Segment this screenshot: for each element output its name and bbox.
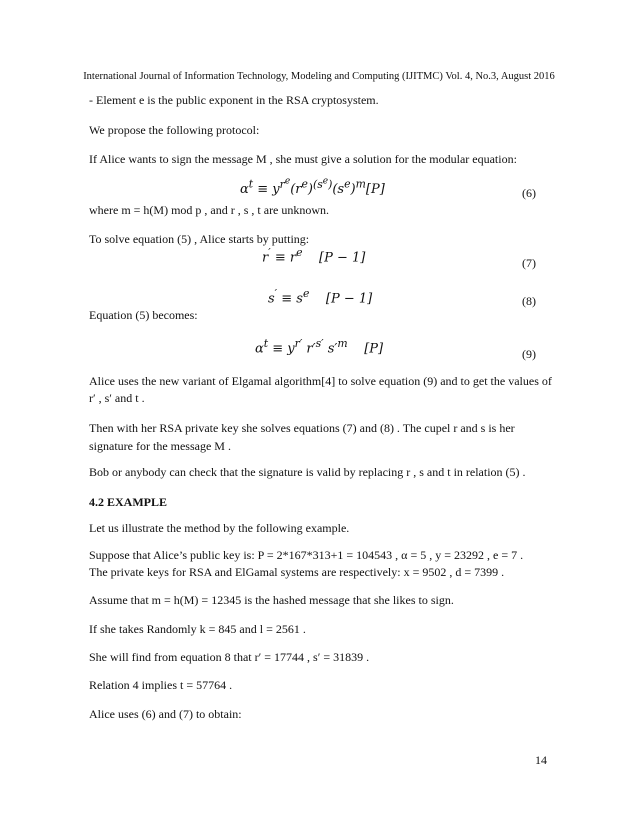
paragraph-elgamal-variant-cont: r′ , s′ and t .	[89, 391, 145, 405]
paragraph-element-e: - Element e is the public exponent in the RSA cryptosystem.	[89, 93, 379, 107]
paragraph-elgamal-variant: Alice uses the new variant of Elgamal algorithm[4] to solve equation (9) and to get the values of	[89, 374, 552, 388]
paragraph-alice-obtain: Alice uses (6) and (7) to obtain:	[89, 707, 242, 721]
paragraph-rsa-private-key-cont: signature for the message M .	[89, 439, 231, 453]
paragraph-illustrate: Let us illustrate the method by the following example.	[89, 521, 350, 535]
paragraph-rsa-private-key: Then with her RSA private key she solves equations (7) and (8) . The cupel r and s is her	[89, 421, 515, 435]
equation-7: $r' \equiv r^e$ [P − 1]	[262, 246, 366, 266]
paragraph-sign-message: If Alice wants to sign the message M , she must give a solution for the modular equation:	[89, 152, 517, 166]
equation-9-number: (9)	[522, 347, 536, 361]
equation-6-number: (6)	[522, 186, 536, 200]
paragraph-random-k-l: If she takes Randomly k = 845 and l = 2561 .	[89, 622, 306, 636]
equation-6: $\alpha^t \equiv y^{r^e}(r^e)^{(s^e)}(s^e)^m[P]$	[240, 176, 385, 197]
paragraph-private-keys: The private keys for RSA and ElGamal systems are respectively: x = 9502 , d = 7399 .	[89, 565, 505, 579]
paragraph-find-r-s: She will find from equation 8 that r′ = 17744 , s′ = 31839 .	[89, 650, 370, 664]
paragraph-protocol-intro: We propose the following protocol:	[89, 123, 260, 137]
paragraph-solve-equation: To solve equation (5) , Alice starts by putting:	[89, 232, 310, 246]
equation-7-number: (7)	[522, 256, 536, 270]
paragraph-public-key: Suppose that Alice’s public key is: P = 2*167*313+1 = 104543 , α = 5 , y = 23292 , e = 7 .	[89, 548, 524, 562]
paragraph-hashed-message: Assume that m = h(M) = 12345 is the hashed message that she likes to sign.	[89, 593, 454, 607]
equation-9: $\alpha^t \equiv y^{r'}$ $r'^{s'}$ $s'^m$ [P]	[255, 337, 384, 357]
page-number: 14	[535, 753, 547, 767]
paragraph-bob-check: Bob or anybody can check that the signature is valid by replacing r , s and t in relation (5) .	[89, 465, 526, 479]
paragraph-relation-t: Relation 4 implies t = 57764 .	[89, 678, 233, 692]
equation-8: $s' \equiv s^e$ [P − 1]	[268, 287, 373, 307]
equation-8-number: (8)	[522, 294, 536, 308]
running-header: International Journal of Information Technology, Modeling and Computing (IJITMC) Vol. 4, No.3, August 2016	[83, 71, 555, 82]
paragraph-where-m: where m = h(M) mod p , and r , s , t are unknown.	[89, 203, 330, 217]
section-heading: 4.2 EXAMPLE	[89, 495, 167, 509]
paragraph-equation-becomes: Equation (5) becomes:	[89, 308, 198, 322]
